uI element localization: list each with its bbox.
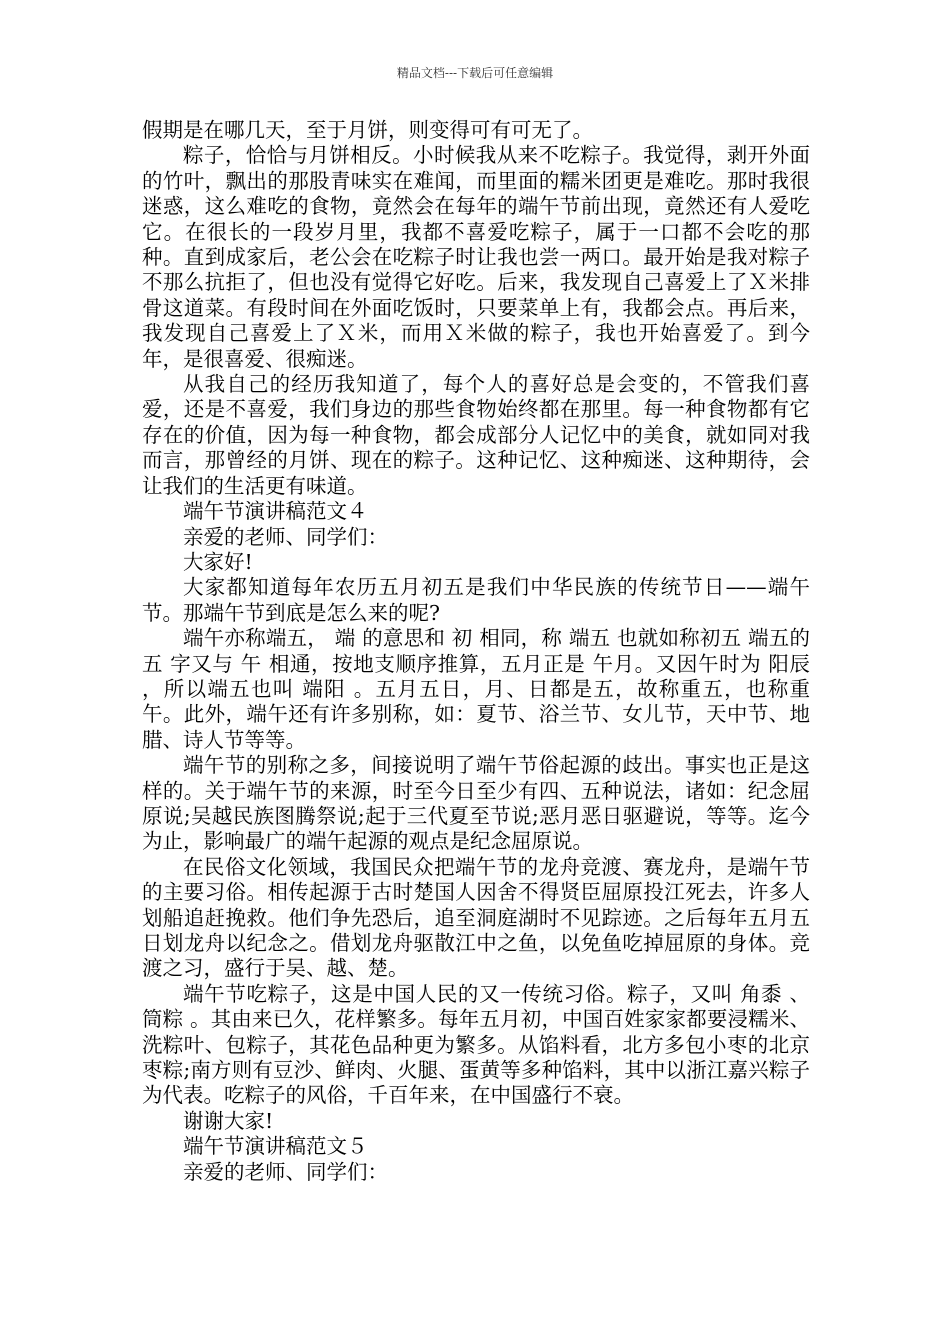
paragraph: 端午节的别称之多，间接说明了端午节俗起源的歧出。事实也正是这样的。关于端午节的来源，时至今日至少有四、五种说法，诸如：纪念屈原说;吴越民族图腾祭说;起于三代夏至节说;恶月恶日驱避说，等等。迄今为止，影响最广的端午起源的观点是纪念屈原说。 [142, 753, 810, 854]
paragraph: 在民俗文化领域，我国民众把端午节的龙舟竞渡、赛龙舟，是端午节的主要习俗。相传起源于古时楚国人因舍不得贤臣屈原投江死去，许多人划船追赶挽救。他们争先恐后，追至洞庭湖时不见踪迹。之后每年五月五日划龙舟以纪念之。借划龙舟驱散江中之鱼，以免鱼吃掉屈原的身体。竞渡之习，盛行于吴、越、楚。 [142, 854, 810, 981]
paragraph: 端午节吃粽子，这是中国人民的又一传统习俗。粽子，又叫 角黍 、 筒粽 。其由来已久，花样繁多。每年五月初，中国百姓家家都要浸糯米、洗粽叶、包粽子，其花色品种更为繁多。从馅料看，北方多包小枣的北京枣粽;南方则有豆沙、鲜肉、火腿、蛋黄等多种馅料，其中以浙江嘉兴粽子为代表。吃粽子的风俗，千百年来，在中国盛行不衰。 [142, 981, 810, 1108]
paragraph: 大家好! [183, 549, 253, 574]
paragraph: 端午节演讲稿范文５ [183, 1134, 368, 1159]
paragraph: 粽子，恰恰与月饼相反。小时候我从来不吃粽子。我觉得，剥开外面的竹叶，飘出的那股青味实在难闻，而里面的糯米团更是难吃。那时我很迷惑，这么难吃的食物，竟然会在每年的端午节前出现，竟然还有人爱吃它。在很长的一段岁月里，我都不喜爱吃粽子，属于一口都不会吃的那种。直到成家后，老公会在吃粽子时让我也尝一两口。最开始是我对粽子不那么抗拒了，但也没有觉得它好吃。后来，我发现自己喜爱上了Ｘ米排骨这道菜。有段时间在外面吃饭时，只要菜单上有，我都会点。再后来，我发现自己喜爱上了Ｘ米，而用Ｘ米做的粽子，我也开始喜爱了。到今年，是很喜爱、很痴迷。 [142, 143, 810, 371]
paragraph: 从我自己的经历我知道了，每个人的喜好总是会变的，不管我们喜爱，还是不喜爱，我们身边的那些食物始终都在那里。每一种食物都有它存在的价值，因为每一种食物，都会成部分人记忆中的美食，就如同对我而言，那曾经的月饼、现在的粽子。这种记忆、这种痴迷、这种期待，会让我们的生活更有味道。 [142, 372, 810, 498]
paragraph: 假期是在哪几天，至于月饼，则变得可有可无了。 [142, 118, 593, 142]
paragraph: 亲爱的老师、同学们： [183, 1159, 388, 1184]
paragraph: 谢谢大家! [183, 1108, 274, 1133]
document-body [142, 118, 810, 1185]
page-header: 精品文档---下载后可任意编辑 [396, 66, 554, 80]
paragraph: 亲爱的老师、同学们： [183, 524, 388, 549]
paragraph: 端午节演讲稿范文４ [183, 499, 368, 524]
paragraph: 端午亦称端五， 端 的意思和 初 相同，称 端五 也就如称初五 端五的 五 字又与 午 相通，按地支顺序推算，五月正是 午月。又因午时为 阳辰 ，所以端五也叫 端阳 。五月五日，月、日都是五，故称重五，也称重午。此外，端午还有许多别称，如：夏节、浴兰节、女儿节，天中节、地腊、诗人节等等。 [142, 626, 810, 752]
paragraph: 大家都知道每年农历五月初五是我们中华民族的传统节日——端午节。那端午节到底是怎么来的呢? [142, 575, 810, 625]
